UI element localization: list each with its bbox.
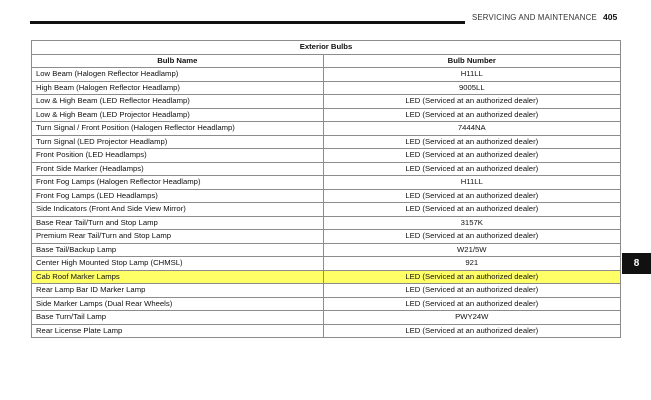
table-row bbox=[32, 81, 621, 95]
bulb-number-cell: LED (Serviced at an authorized dealer) bbox=[323, 203, 620, 217]
table-row bbox=[32, 176, 621, 190]
bulb-name-cell: Cab Roof Marker Lamps bbox=[32, 270, 324, 284]
bulb-number-cell: 921 bbox=[323, 257, 620, 271]
bulb-name-cell: Rear License Plate Lamp bbox=[32, 324, 324, 338]
page-number: 405 bbox=[603, 12, 618, 22]
bulb-name-cell: Center High Mounted Stop Lamp (CHMSL) bbox=[32, 257, 324, 271]
table-body bbox=[32, 68, 621, 338]
bulb-number-cell: 3157K bbox=[323, 216, 620, 230]
table-row bbox=[32, 297, 621, 311]
bulb-number-cell: LED (Serviced at an authorized dealer) bbox=[323, 324, 620, 338]
table-row bbox=[32, 189, 621, 203]
bulb-number-cell: LED (Serviced at an authorized dealer) bbox=[323, 108, 620, 122]
bulb-name-cell: Front Side Marker (Headlamps) bbox=[32, 162, 324, 176]
section-title: SERVICING AND MAINTENANCE bbox=[472, 13, 597, 22]
bulb-number-cell: LED (Serviced at an authorized dealer) bbox=[323, 95, 620, 109]
table-row bbox=[32, 203, 621, 217]
bulb-name-cell: Low Beam (Halogen Reflector Headlamp) bbox=[32, 68, 324, 82]
table-row bbox=[32, 149, 621, 163]
bulb-name-cell: Base Turn/Tail Lamp bbox=[32, 311, 324, 325]
bulb-number-cell: LED (Serviced at an authorized dealer) bbox=[323, 162, 620, 176]
column-header-bulb-name: Bulb Name bbox=[32, 54, 324, 68]
bulb-name-cell: High Beam (Halogen Reflector Headlamp) bbox=[32, 81, 324, 95]
bulb-name-cell: Side Indicators (Front And Side View Mirror) bbox=[32, 203, 324, 217]
bulb-number-cell: LED (Serviced at an authorized dealer) bbox=[323, 149, 620, 163]
bulb-number-cell: LED (Serviced at an authorized dealer) bbox=[323, 297, 620, 311]
bulb-number-cell: LED (Serviced at an authorized dealer) bbox=[323, 135, 620, 149]
table-row bbox=[32, 95, 621, 109]
table-row bbox=[32, 68, 621, 82]
table-row bbox=[32, 257, 621, 271]
table-row bbox=[32, 108, 621, 122]
table-row bbox=[32, 270, 621, 284]
bulb-number-cell: W21/5W bbox=[323, 243, 620, 257]
bulb-number-cell: H11LL bbox=[323, 68, 620, 82]
bulb-name-cell: Side Marker Lamps (Dual Rear Wheels) bbox=[32, 297, 324, 311]
header-rule bbox=[30, 21, 465, 24]
exterior-bulbs-table bbox=[31, 40, 621, 338]
bulb-number-cell: LED (Serviced at an authorized dealer) bbox=[323, 284, 620, 298]
table-title-row bbox=[32, 41, 621, 55]
table-row bbox=[32, 311, 621, 325]
column-header-bulb-number: Bulb Number bbox=[323, 54, 620, 68]
table-header-row bbox=[32, 54, 621, 68]
bulb-number-cell: H11LL bbox=[323, 176, 620, 190]
table-row bbox=[32, 135, 621, 149]
bulb-name-cell: Turn Signal (LED Projector Headlamp) bbox=[32, 135, 324, 149]
table-row bbox=[32, 122, 621, 136]
bulb-name-cell: Front Fog Lamps (LED Headlamps) bbox=[32, 189, 324, 203]
table-row bbox=[32, 230, 621, 244]
bulb-name-cell: Turn Signal / Front Position (Halogen Reflector Headlamp) bbox=[32, 122, 324, 136]
table-title: Exterior Bulbs bbox=[32, 41, 621, 55]
bulb-number-cell: 7444NA bbox=[323, 122, 620, 136]
table-row bbox=[32, 216, 621, 230]
bulb-number-cell: PWY24W bbox=[323, 311, 620, 325]
bulb-number-cell: LED (Serviced at an authorized dealer) bbox=[323, 189, 620, 203]
bulb-name-cell: Base Tail/Backup Lamp bbox=[32, 243, 324, 257]
table-row bbox=[32, 284, 621, 298]
bulb-name-cell: Low & High Beam (LED Projector Headlamp) bbox=[32, 108, 324, 122]
table-row bbox=[32, 243, 621, 257]
bulb-name-cell: Low & High Beam (LED Reflector Headlamp) bbox=[32, 95, 324, 109]
bulb-number-cell: LED (Serviced at an authorized dealer) bbox=[323, 230, 620, 244]
bulb-name-cell: Base Rear Tail/Turn and Stop Lamp bbox=[32, 216, 324, 230]
bulb-name-cell: Rear Lamp Bar ID Marker Lamp bbox=[32, 284, 324, 298]
chapter-tab: 8 bbox=[622, 253, 651, 274]
table-row bbox=[32, 324, 621, 338]
bulb-name-cell: Front Fog Lamps (Halogen Reflector Headlamp) bbox=[32, 176, 324, 190]
bulb-number-cell: 9005LL bbox=[323, 81, 620, 95]
bulb-name-cell: Front Position (LED Headlamps) bbox=[32, 149, 324, 163]
table-row bbox=[32, 162, 621, 176]
bulb-number-cell: LED (Serviced at an authorized dealer) bbox=[323, 270, 620, 284]
bulb-name-cell: Premium Rear Tail/Turn and Stop Lamp bbox=[32, 230, 324, 244]
